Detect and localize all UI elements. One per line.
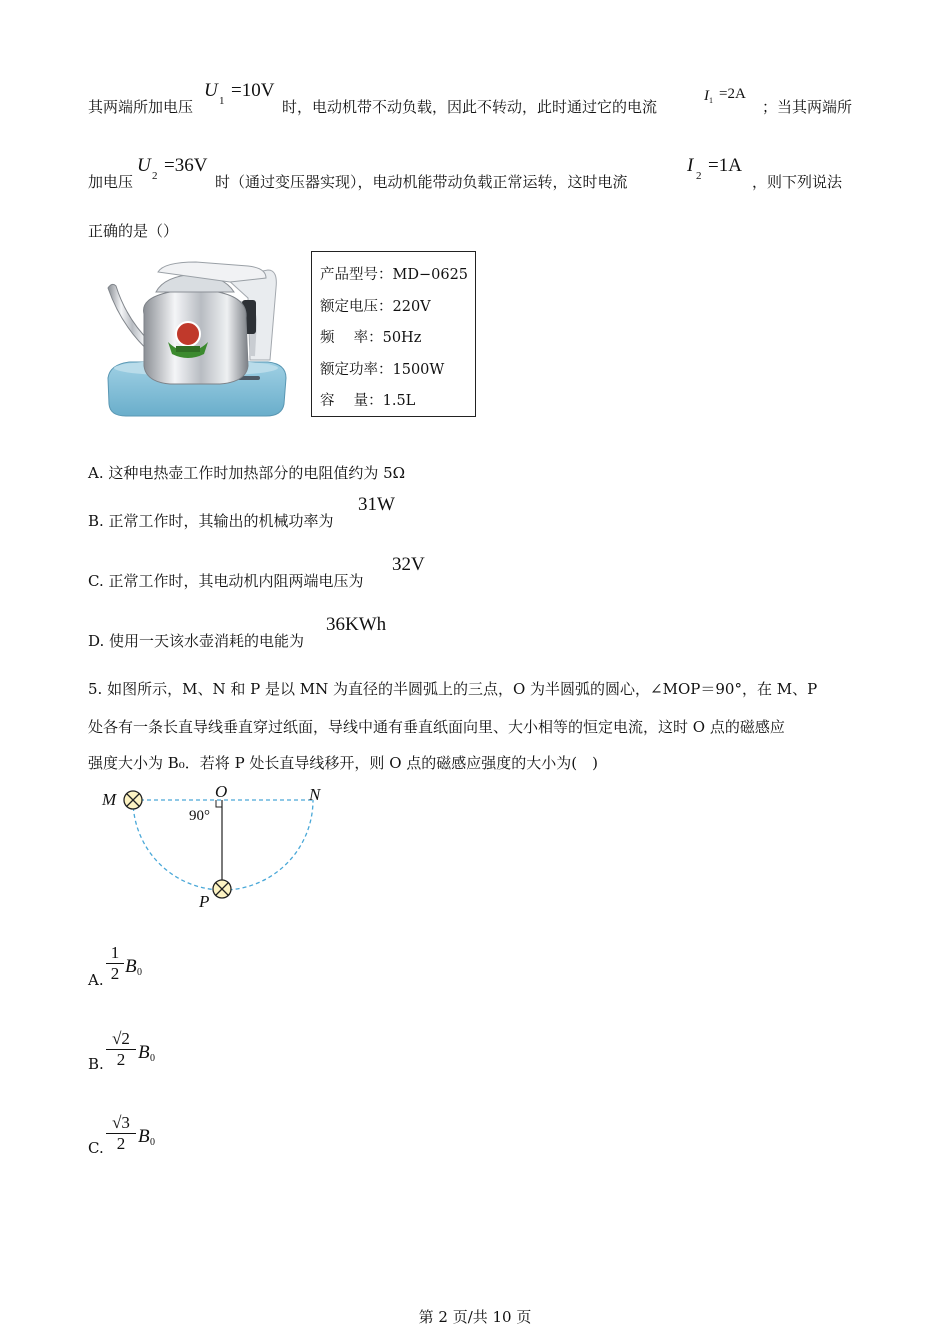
semicircle-arc	[133, 800, 313, 890]
q4-option-c: C. 正常工作时，其电动机内阻两端电压为	[88, 572, 364, 590]
q4-option-b: B. 正常工作时，其输出的机械功率为	[88, 512, 334, 530]
i2-subscript: 2	[696, 170, 702, 182]
label-o: O	[215, 782, 228, 801]
q4-line1-b: 时，电动机带不动负载，因此不转动，此时通过它的电流	[282, 98, 658, 116]
i1-value: =2A	[719, 86, 746, 102]
numerator: 1	[110, 943, 120, 962]
spec-power: 额定功率：1500W	[320, 361, 445, 378]
numerator: √2	[112, 1029, 130, 1048]
denominator: 2	[106, 1049, 136, 1070]
option-letter: C.	[88, 1139, 104, 1157]
angle-label: 90°	[189, 808, 210, 824]
q4-line1-c: ；当其两端所	[762, 98, 853, 116]
kettle-image	[100, 258, 292, 420]
fraction	[106, 1029, 136, 1070]
q5-stem-line3: 强度大小为 B₀．若将 P 处长直导线移开，则 O 点的磁感应强度的大小为( )	[88, 754, 598, 772]
q4-line3: 正确的是（）	[88, 222, 179, 240]
b-subscript: 0	[150, 1137, 155, 1148]
i1-symbol: I	[704, 88, 709, 104]
spec-capacity: 容 量：1.5L	[320, 393, 416, 409]
i2-symbol: I	[687, 155, 694, 176]
b-symbol: B	[138, 1042, 150, 1063]
b-subscript: 0	[137, 967, 142, 978]
spec-voltage: 额定电压：220V	[320, 298, 431, 315]
denominator: 2	[106, 963, 124, 984]
b-subscript: 0	[150, 1053, 155, 1064]
q4-line1-a: 其两端所加电压	[88, 98, 194, 116]
q5-stem-line2: 处各有一条长直导线垂直穿过纸面，导线中通有垂直纸面向里、大小相等的恒定电流，这时 O 点的磁感应	[88, 718, 785, 736]
wire-p-symbol	[213, 880, 231, 898]
q4-line2-c: ，则下列说法	[752, 173, 843, 191]
i2-value: =1A	[708, 155, 742, 176]
q4-line2-a: 加电压	[88, 173, 134, 191]
q4-option-b-value: 31W	[358, 494, 395, 515]
spec-frequency: 频 率：50Hz	[320, 330, 422, 346]
i1-subscript: 1	[709, 96, 713, 105]
spec-label-box	[311, 251, 476, 417]
q4-option-d-value: 36KWh	[326, 614, 387, 635]
q5-stem-line1: 5. 如图所示，M、N 和 P 是以 MN 为直径的半圆弧上的三点，O 为半圆弧的圆心，∠MOP＝90°，在 M、P	[88, 680, 818, 698]
denominator: 2	[106, 1133, 136, 1154]
option-letter: B.	[88, 1055, 104, 1073]
page-footer: 第 2 页/共 10 页	[418, 1308, 532, 1326]
q4-option-c-value: 32V	[392, 554, 425, 575]
u1-symbol: U	[204, 80, 218, 101]
u2-symbol: U	[137, 155, 151, 176]
q4-line2-b: 时（通过变压器实现），电动机能带动负载正常运转，这时电流	[215, 173, 628, 191]
fraction	[106, 1113, 136, 1154]
u2-value: =36V	[164, 155, 208, 176]
fraction	[106, 943, 124, 984]
label-m: M	[102, 790, 117, 809]
label-p: P	[199, 892, 210, 911]
spec-model: 产品型号：MD−0625	[320, 267, 469, 283]
q4-option-a: A. 这种电热壶工作时加热部分的电阻值约为 5Ω	[88, 464, 406, 482]
u2-subscript: 2	[152, 170, 158, 182]
numerator: √3	[112, 1113, 130, 1132]
wire-m-symbol	[124, 791, 142, 809]
label-n: N	[309, 785, 321, 804]
b-symbol: B	[138, 1126, 150, 1147]
b-symbol: B	[125, 956, 137, 977]
option-letter: A.	[88, 971, 104, 989]
u1-subscript: 1	[219, 95, 225, 107]
u1-value: =10V	[231, 80, 275, 101]
q4-option-d: D. 使用一天该水壶消耗的电能为	[88, 632, 305, 650]
